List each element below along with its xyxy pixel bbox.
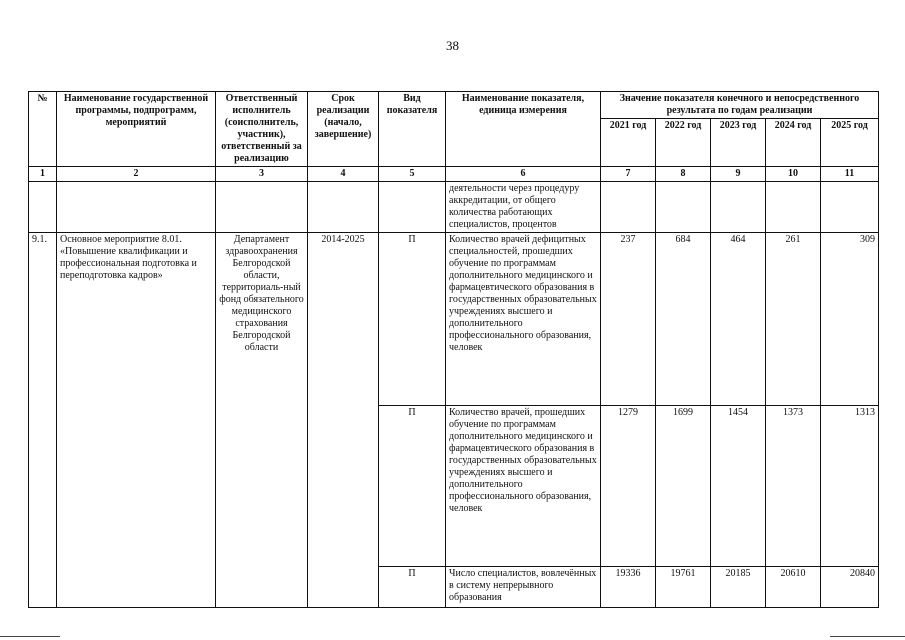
indicator-value-2024: 20610 bbox=[766, 567, 821, 608]
indicator-value-2022: 1699 bbox=[656, 406, 711, 567]
indicator-value-2022: 684 bbox=[656, 233, 711, 406]
header-executor: Ответственный исполнитель (соисполнитель, участник), ответственный за реализацию bbox=[216, 92, 308, 167]
column-number: 5 bbox=[379, 167, 446, 182]
header-year: 2025 год bbox=[821, 119, 879, 167]
column-number: 4 bbox=[308, 167, 379, 182]
indicator-value-2025: 1313 bbox=[821, 406, 879, 567]
header-year: 2021 год bbox=[601, 119, 656, 167]
header-indicator-type: Вид показателя bbox=[379, 92, 446, 167]
indicator-value-2024: 1373 bbox=[766, 406, 821, 567]
continuation-indicator-text: деятельности через процедуру аккредитации, от общего количества работающих специалистов, процентов bbox=[446, 182, 601, 233]
column-number: 2 bbox=[57, 167, 216, 182]
continuation-row bbox=[29, 182, 879, 233]
indicator-value-2021: 237 bbox=[601, 233, 656, 406]
indicator-type: П bbox=[379, 233, 446, 406]
indicator-name: Количество врачей, прошедших обучение по программам дополнительного медицинского и фармацевтического образования в государственных образовательных учреждениях высшего и дополнительного профессионального образования, человек bbox=[446, 406, 601, 567]
column-number: 8 bbox=[656, 167, 711, 182]
column-number: 11 bbox=[821, 167, 879, 182]
measure-executor: Департамент здравоохранения Белгородской области, территориаль-ный фонд обязательного медицинского страхования Белгородской области bbox=[216, 233, 308, 608]
indicator-value-2025: 20840 bbox=[821, 567, 879, 608]
indicator-name: Число специалистов, вовлечённых в систему непрерывного образования bbox=[446, 567, 601, 608]
column-number: 10 bbox=[766, 167, 821, 182]
measure-name: Основное мероприятие 8.01. «Повышение квалификации и профессиональная подготовка и переподготовка кадров» bbox=[57, 233, 216, 608]
measure-period: 2014-2025 bbox=[308, 233, 379, 608]
header-year: 2023 год bbox=[711, 119, 766, 167]
column-number: 1 bbox=[29, 167, 57, 182]
header-year: 2022 год bbox=[656, 119, 711, 167]
header-row bbox=[29, 92, 879, 119]
column-number: 3 bbox=[216, 167, 308, 182]
indicator-value-2021: 19336 bbox=[601, 567, 656, 608]
scan-edge-line bbox=[0, 636, 60, 637]
header-indicator-name: Наименование показателя, единица измерения bbox=[446, 92, 601, 167]
indicator-value-2023: 20185 bbox=[711, 567, 766, 608]
header-values-group: Значение показателя конечного и непосредственного результата по годам реализации bbox=[601, 92, 879, 119]
indicator-value-2023: 464 bbox=[711, 233, 766, 406]
indicator-value-2022: 19761 bbox=[656, 567, 711, 608]
header-year: 2024 год bbox=[766, 119, 821, 167]
scan-edge-line bbox=[830, 636, 905, 637]
header-number: № bbox=[29, 92, 57, 167]
indicator-type: П bbox=[379, 567, 446, 608]
indicator-value-2023: 1454 bbox=[711, 406, 766, 567]
header-period: Срок реализации (начало, завершение) bbox=[308, 92, 379, 167]
indicator-value-2025: 309 bbox=[821, 233, 879, 406]
column-number: 7 bbox=[601, 167, 656, 182]
indicator-type: П bbox=[379, 406, 446, 567]
column-numbers-row bbox=[29, 167, 879, 182]
measure-number: 9.1. bbox=[29, 233, 57, 608]
header-program-name: Наименование государственной программы, подпрограмм, мероприятий bbox=[57, 92, 216, 167]
column-number: 6 bbox=[446, 167, 601, 182]
page-number: 38 bbox=[446, 38, 459, 53]
indicator-name: Количество врачей дефицитных специальностей, прошедших обучение по программам дополнительного медицинского и фармацевтического образования в государственных образовательных учреждениях высшего и дополнительного профессионального образования, человек bbox=[446, 233, 601, 406]
table-row bbox=[29, 233, 879, 406]
program-table bbox=[28, 91, 879, 608]
column-number: 9 bbox=[711, 167, 766, 182]
indicator-value-2024: 261 bbox=[766, 233, 821, 406]
indicator-value-2021: 1279 bbox=[601, 406, 656, 567]
